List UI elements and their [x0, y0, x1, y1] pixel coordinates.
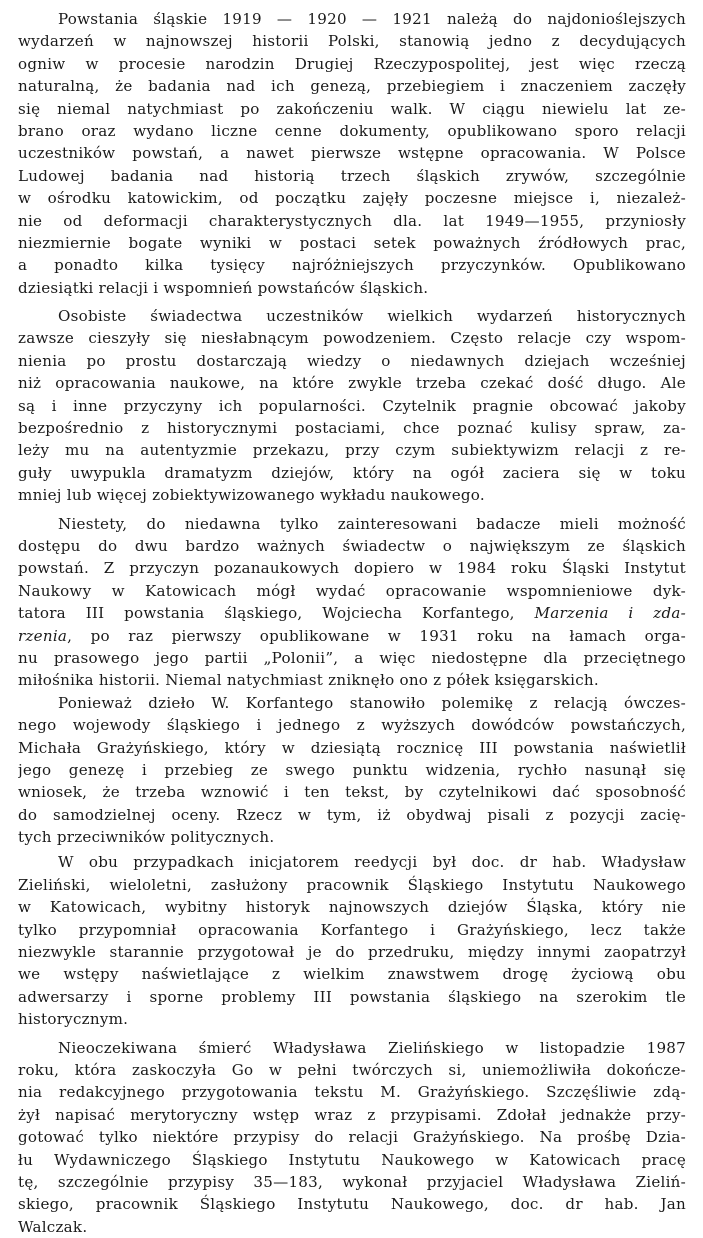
text-line: historycznym.	[18, 1010, 129, 1029]
text-line: uczestników powstań, a nawet pierwsze wstępne opracowania. W Polsce	[18, 144, 686, 163]
text-line: łu Wydawniczego Śląskiego Instytutu Naukowego w Katowicach pracę	[18, 1150, 686, 1169]
text-line: w Katowicach, wybitny historyk najnowszych dziejów Śląska, który nie	[18, 898, 686, 917]
paragraph-3	[18, 513, 686, 692]
text-line: brano oraz wydano liczne cenne dokumenty, opublikowano sporo relacji	[18, 121, 686, 140]
text-line: gotować tylko niektóre przypisy do relacji Grażyńskiego. Na prośbę Dzia-	[18, 1128, 686, 1147]
text-line: zawsze cieszyły się niesłabnącym powodzeniem. Często relacje czy wspom-	[18, 329, 686, 348]
book-title: rzenia	[18, 626, 68, 645]
text-line-with-title	[18, 602, 686, 624]
text-line: tylko przypomniał opracowania Korfantego i Grażyńskiego, lecz także	[18, 920, 686, 939]
book-title: Marzenia i zda-	[534, 604, 686, 623]
text-line: jego genezę i przebieg ze swego punktu widzenia, rychło nasunął się	[18, 760, 686, 779]
paragraph-2	[18, 305, 686, 507]
text-line: a ponadto kilka tysięcy najróżniejszych przyczynków. Opublikowano	[18, 256, 686, 275]
text-line: nia redakcyjnego przygotowania tekstu M. Grażyńskiego. Szczęśliwie zdą-	[18, 1083, 686, 1102]
text-line: się niemal natychmiast po zakończeniu walk. W ciągu niewielu lat ze-	[18, 99, 686, 118]
text-line-with-title	[18, 625, 686, 647]
text-line: we wstępy naświetlające z wielkim znawstwem drogę życiową obu	[18, 965, 686, 984]
text-line: W obu przypadkach inicjatorem reedycji był doc. dr hab. Władysław	[58, 853, 686, 872]
text-line: Michała Grażyńskiego, który w dziesiątą rocznicę III powstania naświetlił	[18, 738, 686, 757]
text-line: dostępu do dwu bardzo ważnych świadectw o największym ze śląskich	[18, 536, 686, 555]
text-line: Walczak.	[18, 1217, 88, 1236]
paragraph-5	[18, 851, 686, 1030]
text-line: dziesiątki relacji i wspomnień powstańców śląskich.	[18, 278, 429, 297]
text-line: guły uwypukla dramatyzm dziejów, który na ogół zaciera się w toku	[18, 463, 686, 482]
text-line: żył napisać merytoryczny wstęp wraz z przypisami. Zdołał jednakże przy-	[18, 1105, 686, 1124]
text-line: leży mu na autentyzmie przekazu, przy czym subiektywizm relacji z re-	[18, 441, 686, 460]
text-line: Powstania śląskie 1919 — 1920 — 1921 należą do najdonioślejszych	[58, 10, 686, 28]
text-line: nie od deformacji charakterystycznych dla. lat 1949—1955, przyniosły	[18, 211, 686, 230]
text-line: powstań. Z przyczyn pozanaukowych dopiero w 1984 roku Śląski Instytut	[18, 559, 686, 578]
text-line: Nieoczekiwana śmierć Władysława Zielińskiego w listopadzie 1987	[58, 1038, 686, 1057]
text-segment: , po raz pierwszy opublikowane w 1931 roku na łamach orga-	[67, 626, 686, 645]
text-line: ogniw w procesie narodzin Drugiej Rzeczypospolitej, jest więc rzeczą	[18, 54, 686, 73]
text-line: niż opracowania naukowe, na które zwykle trzeba czekać dość długo. Ale	[18, 374, 686, 393]
text-segment: tatora III powstania śląskiego, Wojciecha Korfantego,	[18, 604, 535, 623]
document-page	[18, 8, 686, 1238]
text-line: Zieliński, wieloletni, zasłużony pracownik Śląskiego Instytutu Naukowego	[18, 875, 686, 894]
text-line: Naukowy w Katowicach mógł wydać opracowanie wspomnieniowe dyk-	[18, 581, 686, 600]
text-line: niezmiernie bogate wyniki w postaci setek poważnych źródłowych prac,	[18, 233, 686, 252]
text-line: miłośnika historii. Niemal natychmiast zniknęło ono z półek księgarskich.	[18, 671, 599, 690]
text-line: nienia po prostu dostarczają wiedzy o niedawnych dziejach wcześniej	[18, 351, 686, 370]
text-line: skiego, pracownik Śląskiego Instytutu Naukowego, doc. dr hab. Jan	[18, 1195, 686, 1214]
text-line: Ponieważ dzieło W. Korfantego stanowiło polemikę z relacją ówczes-	[58, 693, 686, 712]
text-line: mniej lub więcej zobiektywizowanego wykładu naukowego.	[18, 486, 485, 505]
text-line: wydarzeń w najnowszej historii Polski, stanowią jedno z decydujących	[18, 32, 686, 51]
text-line: wniosek, że trzeba wznowić i ten tekst, by czytelnikowi dać sposobność	[18, 783, 686, 802]
text-line: w ośrodku katowickim, od początku zajęły poczesne miejsce i, niezależ-	[18, 189, 686, 208]
text-line: nego wojewody śląskiego i jednego z wyższych dowódców powstańczych,	[18, 716, 686, 735]
text-line: bezpośrednio z historycznymi postaciami, chce poznać kulisy spraw, za-	[18, 419, 686, 438]
text-line: roku, która zaskoczyła Go w pełni twórczych si, uniemożliwiła dokończe-	[18, 1060, 686, 1079]
paragraph-4	[18, 692, 686, 849]
text-line: do samodzielnej oceny. Rzecz w tym, iż obydwaj pisali z pozycji zacię-	[18, 805, 686, 824]
text-line: Niestety, do niedawna tylko zainteresowani badacze mieli możność	[58, 514, 686, 533]
text-line: Ludowej badania nad historią trzech śląskich zrywów, szczególnie	[18, 166, 686, 185]
paragraph-6	[18, 1037, 686, 1238]
text-line: tych przeciwników politycznych.	[18, 828, 275, 847]
text-line: niezwykle starannie przygotował je do przedruku, między innymi zaopatrzył	[18, 943, 686, 962]
text-line: Osobiste świadectwa uczestników wielkich wydarzeń historycznych	[58, 307, 686, 326]
text-line: tę, szczególnie przypisy 35—183, wykonał przyjaciel Władysława Zieliń-	[18, 1172, 686, 1191]
paragraph-1	[18, 8, 686, 299]
text-line: adwersarzy i sporne problemy III powstania śląskiego na szerokim tle	[18, 987, 686, 1006]
text-line: są i inne przyczyny ich popularności. Czytelnik pragnie obcować jakoby	[18, 396, 686, 415]
text-line: naturalną, że badania nad ich genezą, przebiegiem i znaczeniem zaczęły	[18, 77, 686, 96]
text-line: nu prasowego jego partii „Polonii”, a więc niedostępne dla przeciętnego	[18, 648, 686, 667]
